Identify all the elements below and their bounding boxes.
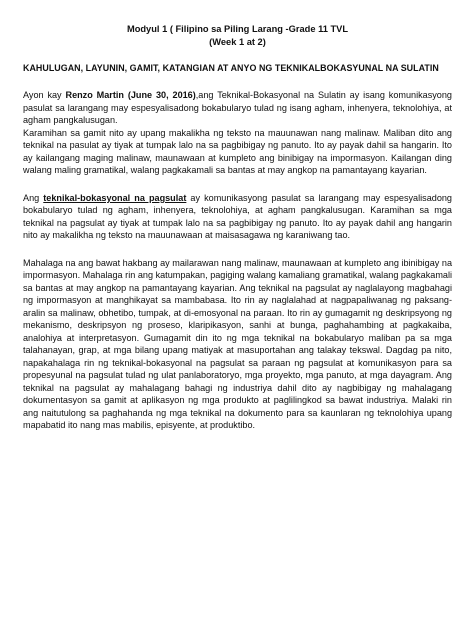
section-heading: KAHULUGAN, LAYUNIN, GAMIT, KATANGIAN AT ANYO NG TEKNIKALBOKASYUNAL NA SULATIN (23, 63, 439, 73)
p3-prefix: Ang (23, 192, 44, 203)
citation-date: (June 30, 2016) (127, 90, 196, 100)
paragraph-1 (23, 89, 452, 127)
p1-rest: ,ang Teknikal-Bokasyonal na Sulatin ay isang komunikasyong pasulat sa larangang may espesyalisadong bokabularyo tulad ng isang agham, inhenyera, teknolohiya, at agham pangkalusugan. (23, 90, 452, 125)
document-title: Modyul 1 ( Filipino sa Piling Larang -Grade 11 TVL (126, 24, 349, 34)
document-subtitle: (Week 1 at 2) (209, 37, 266, 47)
paragraph-4: Mahalaga na ang bawat hakbang ay mailarawan nang malinaw, maunawaan at kumpleto ang ibinibigay na impormasyon. Mahalaga rin ang katumpakan, pagiging walang kamaliang gramatikal, walang pagkakamali sa bantas at may angkop na pamantayang kayarian. Ang teknikal na pagsulat ay naglalayong magbahagi ng impormasyon at manghikayat sa mambabasa. Ito rin ay naglalahad at nagpapaliwanag ng paksang-aralin sa malinaw, obhetibo, tumpak, at di-emosyonal na paraan. Ito rin ay gumagamit ng deskripsyong ng mekanismo, deskripsyon ng proseso, klaripikasyon, sanhi at bunga, paghahambing at pagkakaiba, analohiya at interpretasyon. Gumagamit din ito ng mga teknikal na bokabularyo maliban pa sa mga talahanayan, grap, at mga bilang upang matiyak at masuportahan ang talakay tekswal. Dagdag pa nito, napakahalaga rin ng teknikal-bokasyonal na pagsulat sa paraan ng pagsulat at komunikasyon para sa propesyunal na pagsulat tulad ng ulat panlaboratoryo, mga proyekto, mga panuto, at mga dayagram. Ang teknikal na pagsulat ay mahalagang bahagi ng industriya dahil dito ay nagbibigay ng mahalagang dokumentasyon sa gamit at aplikasyon ng mga produkto at paglilingkod sa bawat industriya. Malaki rin ang naitutulong sa paghahanda ng mga teknikal na dokumento para sa kaunlaran ng teknolohiya upang mapabatid ito nang mas mabilis, episyente, at produktibo. (23, 257, 452, 430)
paragraph-3 (23, 192, 452, 242)
paragraph-2: Karamihan sa gamit nito ay upang makalikha ng teksto na mauunawan nang malinaw. Maliban dito ang teknikal na pasulat ay tiyak at tumpak lalo na sa pagbibigay ng panuto. Ito ay payak dahil sa hangarin. Ito ay kailangang maging malinaw, maunawaan at kumpleto ang binibigay na impormasyon. Kailangan ding walang maling gramatikal, walang pagkakamali sa bantas at may angkop na pamantayang kayarian. (23, 127, 452, 175)
author-name: Renzo Martin (65, 90, 124, 100)
key-term: teknikal-bokasyonal na pagsulat (43, 192, 187, 203)
p3-rest: ay komunikasyong pasulat sa larangang may espesyalisadong bokabularyo tulad ng agham, inhenyera, teknolohiya, at agham pangkalusugan. Karamihan sa mga teknikal na pagsulat ay tiyak at tumpak lalo na sa pagbibigay ng panuto. Ito ay payak dahil ang hangarin nito ay makalikha ng teksto na mauunawaan at maisasagawa ng karaniwang tao. (23, 192, 452, 240)
p1-prefix: Ayon kay (23, 90, 66, 100)
